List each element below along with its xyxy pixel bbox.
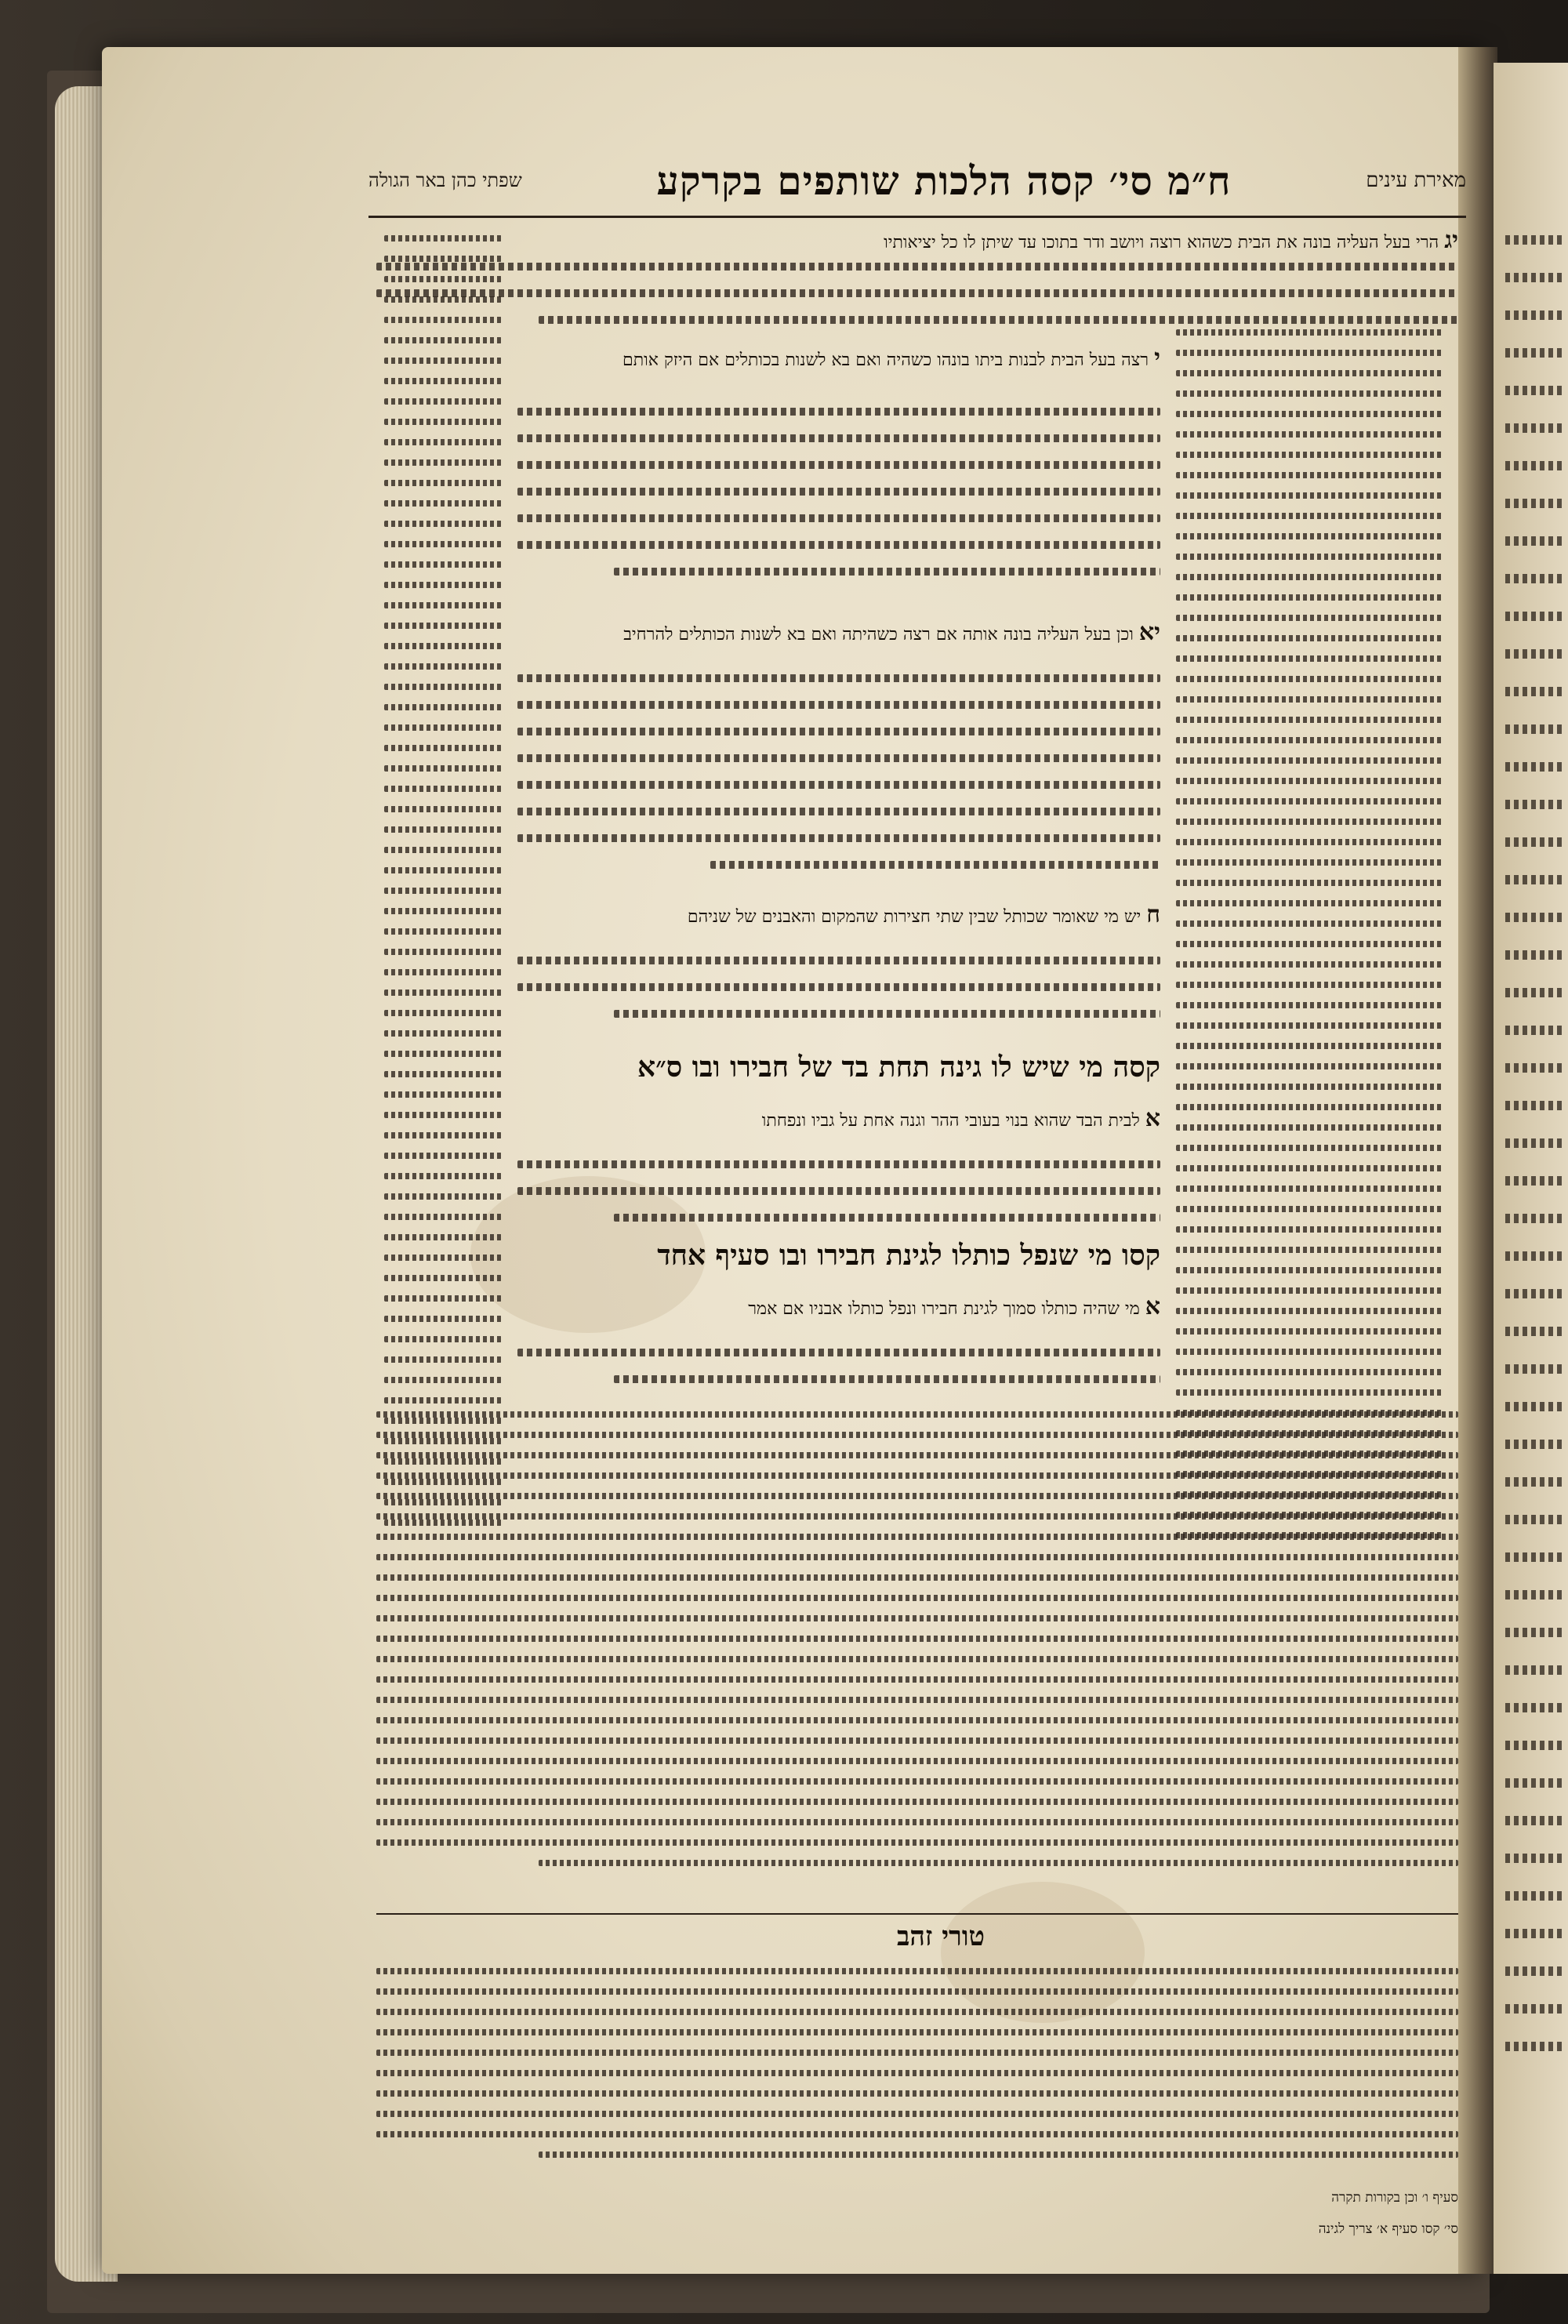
- main-text-column-2: [517, 619, 1160, 648]
- taz-commentary: [376, 1968, 1458, 2172]
- section-166-lines: [517, 1349, 1160, 1402]
- running-head: [368, 153, 1466, 208]
- paragraph-mark: יג: [1444, 227, 1458, 254]
- section-165-text: [517, 1106, 1160, 1135]
- right-commentary-column: [1176, 329, 1443, 1552]
- main-text-column-3: [517, 902, 1160, 931]
- section-heading-165: [517, 1051, 1160, 1084]
- next-page-text: [1505, 235, 1564, 2079]
- taz-footer-line-1: סעיף ו׳ וכן בקורות תקרה: [1331, 2190, 1458, 2206]
- main-text-lines-2: [517, 674, 1160, 888]
- section-title: מי שיש לו גינה תחת בד של חבירו ובו ס״א: [637, 1051, 1103, 1084]
- main-paragraph: [517, 345, 1160, 374]
- section-heading-166: [517, 1239, 1160, 1272]
- main-text-lines-1: [517, 408, 1160, 594]
- paragraph-text: רצה בעל הבית לבנות ביתו בונהו כשהיה ואם בא לשנות בכותלים אם היזק אותם: [622, 350, 1149, 370]
- taz-footer-line-2: סי׳ קסו סעיף א׳ צריך לגינה: [1318, 2221, 1458, 2237]
- running-head-left: מאירת עינים: [1366, 169, 1466, 192]
- section-165-lines: [517, 1160, 1160, 1240]
- main-text-column: [517, 345, 1160, 379]
- paragraph-text: יש מי שאומר שכותל שבין שתי חצירות שהמקום והאבנים של שניהם: [687, 907, 1142, 927]
- section-166-text: [517, 1294, 1160, 1323]
- top-commentary: [376, 227, 1458, 256]
- section-label: קסה: [1112, 1051, 1160, 1084]
- section-title: מי שנפל כותלו לגינת חבירו ובו סעיף אחד: [657, 1239, 1112, 1272]
- paragraph-mark: יא: [1138, 619, 1160, 646]
- running-head-title: ח״מ סי׳ קסה הלכות שותפים בקרקע: [656, 157, 1232, 204]
- commentary-rule: [376, 1913, 1458, 1915]
- paragraph-mark: א: [1145, 1105, 1160, 1132]
- paragraph-mark: ח: [1146, 901, 1160, 928]
- taz-heading: טורי זהב: [896, 1921, 985, 1952]
- paragraph-text: לבית הבד שהוא בנוי בעובי ההר וגנה אחת על גביו ונפחתו: [761, 1111, 1140, 1131]
- section-label: קסו: [1122, 1239, 1160, 1272]
- left-margin-column: [384, 235, 502, 1540]
- main-text-lines-3: [517, 957, 1160, 1037]
- paragraph-mark: י: [1154, 344, 1160, 372]
- paragraph-text: מי שהיה כותלו סמוך לגינת חבירו ונפל כותלו אבניו אם אמר: [748, 1299, 1140, 1319]
- running-head-right: שפתי כהן באר הגולה: [368, 169, 522, 191]
- book-gutter: [1458, 47, 1497, 2274]
- lower-commentary-block: [376, 1411, 1458, 1880]
- header-rule: [368, 216, 1466, 218]
- paragraph-mark: א: [1145, 1293, 1160, 1320]
- commentary-text: הרי בעל העליה בונה את הבית כשהוא רוצה ויושב ודר בתוכו עד שיתן לו כל יציאותיו: [884, 233, 1439, 252]
- paragraph-text: וכן בעל העליה בונה אותה אם רצה כשהיתה ואם בא לשנות הכותלים להרחיב: [623, 625, 1134, 645]
